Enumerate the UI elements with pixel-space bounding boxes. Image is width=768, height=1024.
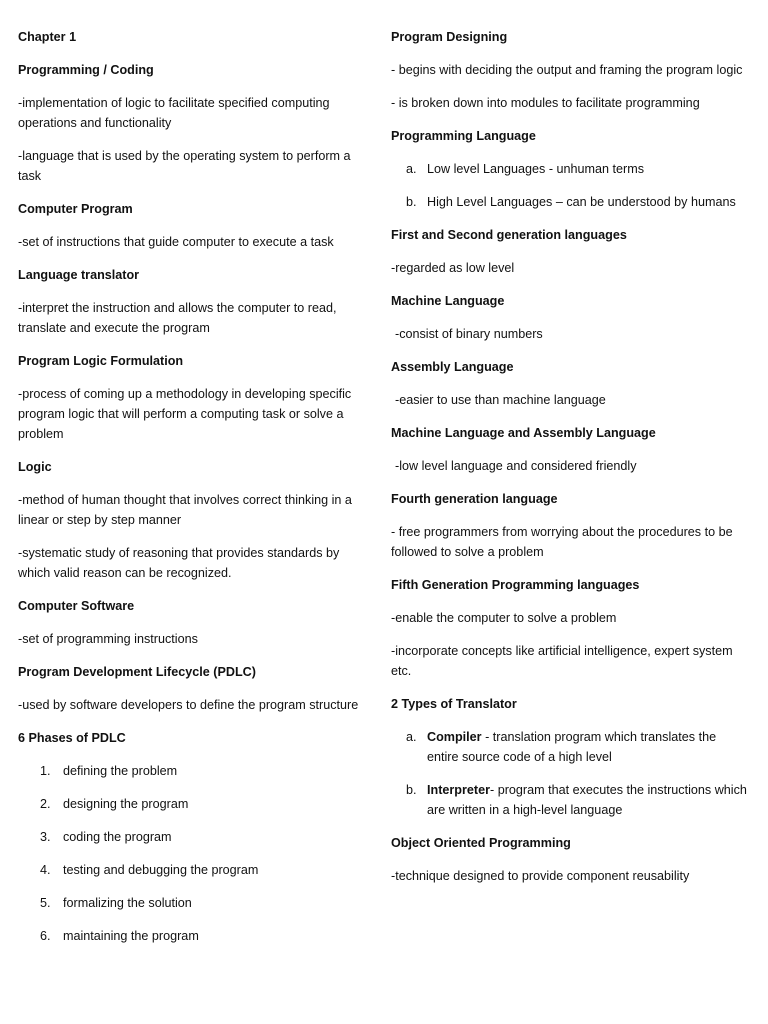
list-item-text: - program that executes the instructions which are written in a high-level language: [427, 783, 747, 817]
list-letter: a.: [406, 162, 417, 176]
def-fifth-generation-2: -incorporate concepts like artificial intelligence, expert system etc.: [391, 644, 733, 678]
list-number: 3.: [40, 830, 51, 844]
heading-first-second-generation: First and Second generation languages: [391, 228, 627, 242]
right-column: [391, 27, 749, 899]
list-item-text: coding the program: [63, 830, 172, 844]
heading-programming-coding: Programming / Coding: [18, 63, 154, 77]
def-fourth-generation: - free programmers from worrying about the procedures to be followed to solve a problem: [391, 525, 733, 559]
list-item: [18, 893, 363, 913]
term-compiler: Compiler: [427, 730, 482, 744]
def-machine-and-assembly: -low level language and considered friendly: [395, 459, 637, 473]
list-item: [391, 159, 749, 179]
heading-fifth-generation: Fifth Generation Programming languages: [391, 578, 640, 592]
heading-object-oriented-programming: Object Oriented Programming: [391, 836, 571, 850]
def-first-second-generation: -regarded as low level: [391, 261, 515, 275]
heading-program-logic-formulation: Program Logic Formulation: [18, 354, 184, 368]
def-assembly-language: -easier to use than machine language: [395, 393, 606, 407]
list-letter: b.: [406, 783, 417, 797]
list-number: 6.: [40, 929, 51, 943]
heading-types-of-translator: 2 Types of Translator: [391, 697, 517, 711]
list-item: [391, 727, 749, 767]
list-item: [391, 192, 749, 212]
list-item-text: High Level Languages – can be understood by humans: [427, 195, 736, 209]
left-column: [18, 27, 363, 959]
heading-logic: Logic: [18, 460, 52, 474]
list-number: 4.: [40, 863, 51, 877]
heading-language-translator: Language translator: [18, 268, 140, 282]
heading-pdlc: Program Development Lifecycle (PDLC): [18, 665, 256, 679]
def-programming-coding-1: -implementation of logic to facilitate specified computing operations and functionality: [18, 96, 330, 130]
list-number: 1.: [40, 764, 51, 778]
list-item: [18, 761, 363, 781]
def-logic-1: -method of human thought that involves correct thinking in a linear or step by step manner: [18, 493, 352, 527]
def-machine-language: -consist of binary numbers: [395, 327, 543, 341]
heading-phases-of-pdlc: 6 Phases of PDLC: [18, 731, 126, 745]
def-computer-software: -set of programming instructions: [18, 632, 198, 646]
list-item-text: formalizing the solution: [63, 896, 192, 910]
phases-list: [18, 761, 363, 946]
def-logic-2: -systematic study of reasoning that provides standards by which valid reason can be recognized.: [18, 546, 340, 580]
def-program-logic-formulation: -process of coming up a methodology in developing specific program logic that will perform a computing task or solve a problem: [18, 387, 352, 441]
list-item-text: designing the program: [63, 797, 189, 811]
heading-computer-software: Computer Software: [18, 599, 135, 613]
def-object-oriented-programming: -technique designed to provide component reusability: [391, 869, 690, 883]
list-item-text: defining the problem: [63, 764, 178, 778]
heading-assembly-language: Assembly Language: [391, 360, 514, 374]
def-language-translator: -interpret the instruction and allows the computer to read, translate and execute the program: [18, 301, 337, 335]
list-item: [18, 926, 363, 946]
list-item: [18, 794, 363, 814]
translator-types-list: [391, 727, 749, 820]
heading-program-designing: Program Designing: [391, 30, 508, 44]
heading-machine-and-assembly: Machine Language and Assembly Language: [391, 426, 656, 440]
def-program-designing-1: - begins with deciding the output and framing the program logic: [391, 63, 743, 77]
programming-language-list: [391, 159, 749, 212]
list-number: 5.: [40, 896, 51, 910]
list-item-text: Low level Languages - unhuman terms: [427, 162, 645, 176]
heading-computer-program: Computer Program: [18, 202, 133, 216]
chapter-title: Chapter 1: [18, 30, 77, 44]
list-item-text: testing and debugging the program: [63, 863, 259, 877]
def-pdlc: -used by software developers to define the program structure: [18, 698, 359, 712]
list-letter: a.: [406, 730, 417, 744]
list-item: [391, 780, 749, 820]
heading-fourth-generation: Fourth generation language: [391, 492, 558, 506]
def-programming-coding-2: -language that is used by the operating system to perform a task: [18, 149, 351, 183]
list-item: [18, 860, 363, 880]
def-computer-program: -set of instructions that guide computer to execute a task: [18, 235, 334, 249]
list-number: 2.: [40, 797, 51, 811]
list-item-text: - translation program which translates the entire source code of a high level: [427, 730, 717, 764]
list-letter: b.: [406, 195, 417, 209]
term-interpreter: Interpreter: [427, 783, 490, 797]
heading-machine-language: Machine Language: [391, 294, 505, 308]
list-item-text: maintaining the program: [63, 929, 199, 943]
def-fifth-generation-1: -enable the computer to solve a problem: [391, 611, 617, 625]
list-item: [18, 827, 363, 847]
heading-programming-language: Programming Language: [391, 129, 536, 143]
def-program-designing-2: - is broken down into modules to facilitate programming: [391, 96, 700, 110]
